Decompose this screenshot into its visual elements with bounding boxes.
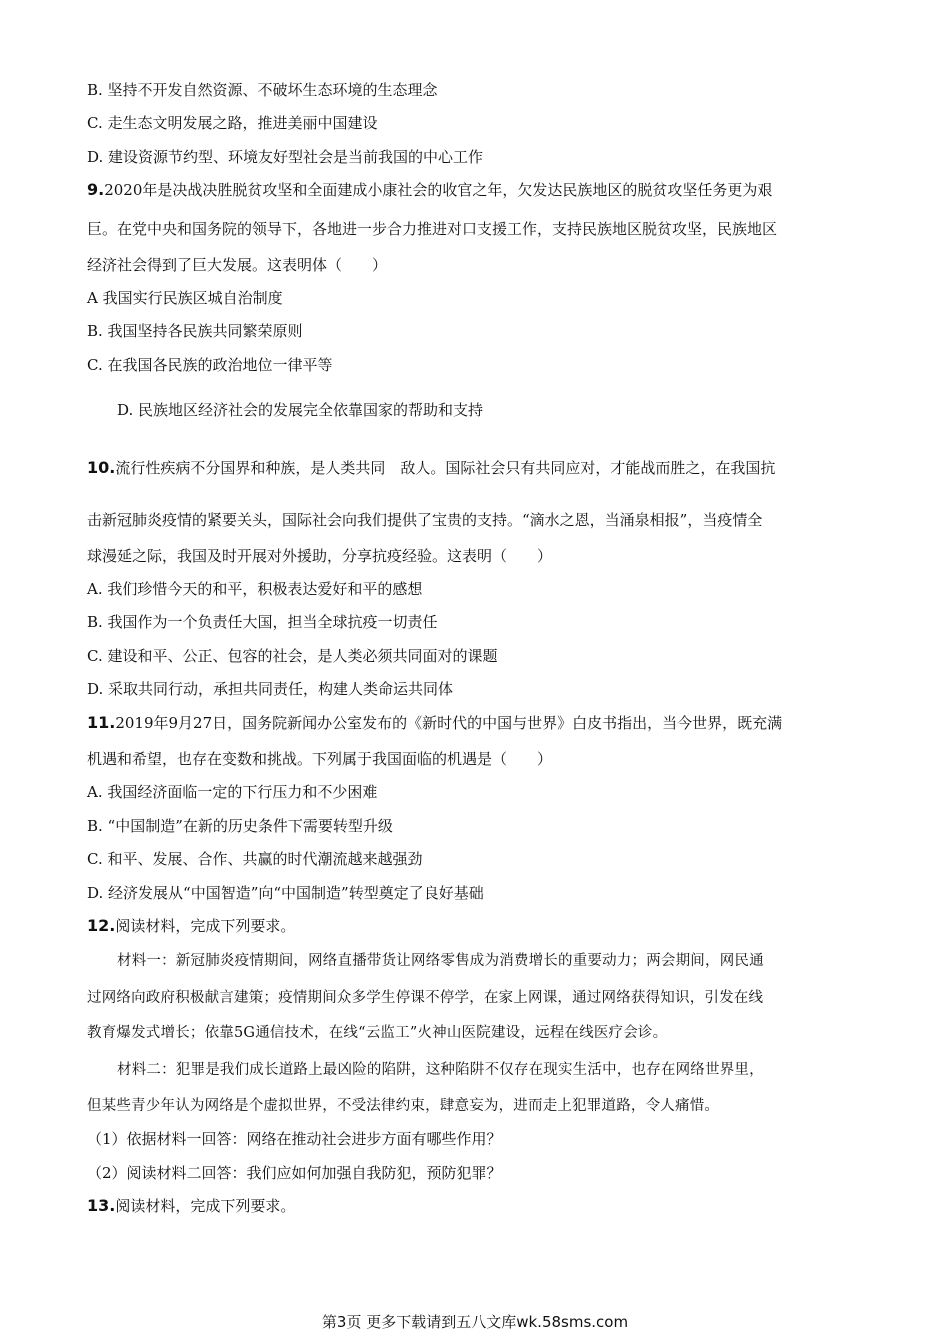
q12-material2-line-2: 但某些青少年认为网络是个虚拟世界，不受法律约束，肆意妄为，进而走上犯罪道路，令人痛惜。 (87, 1098, 720, 1114)
q12-prompt: 阅读材料，完成下列要求。 (115, 917, 296, 935)
q11-option-d: D. 经济发展从“中国智造”向“中国制造”转型奠定了良好基础 (87, 884, 484, 902)
q10-option-c: C. 建设和平、公正、包容的社会，是人类必须共同面对的课题 (87, 647, 498, 665)
page-footer: 第3页 更多下载请到五八文库wk.58sms.com (321, 1313, 629, 1331)
q11-number: 11. (87, 713, 116, 732)
q9-option-c: C. 在我国各民族的政治地位一律平等 (87, 356, 333, 374)
q9-stem-2: 巨。在党中央和国务院的领导下，各地进一步合力推进对口支援工作，支持民族地区脱贫攻坚，民族地区 (87, 220, 778, 238)
q10-line-1 (87, 458, 775, 478)
q12-subquestion-2: （2）阅读材料二回答：我们应如何加强自我防犯，预防犯罪？ (87, 1164, 502, 1182)
q10-option-d: D. 采取共同行动，承担共同责任，构建人类命运共同体 (87, 680, 454, 698)
q11-option-c: C. 和平、发展、合作、共赢的时代潮流越来越强劲 (87, 850, 423, 868)
q13-prompt: 阅读材料，完成下列要求。 (115, 1197, 296, 1215)
q9-stem-3: 经济社会得到了巨大发展。这表明体（ ） (87, 256, 388, 274)
q10-stem-2: 击新冠肺炎疫情的紧要关头，国际社会向我们提供了宝贵的支持。“滴水之恩，当涌泉相报”，当疫情全 (87, 511, 763, 529)
q13-line-1 (87, 1196, 295, 1216)
q8-option-b: B. 坚持不开发自然资源、不破坏生态环境的生态理念 (87, 81, 438, 99)
q13-number: 13. (87, 1196, 116, 1215)
q8-option-c: C. 走生态文明发展之路，推进美丽中国建设 (87, 114, 378, 132)
q11-stem-1: 2019年9月27日，国务院新闻办公室发布的《新时代的中国与世界》白皮书指出，当今世界，既充满 (115, 714, 783, 732)
q12-material1-line-2: 过网络向政府积极献言建策；疫情期间众多学生停课不停学，在家上网课，通过网络获得知识，引发在线 (87, 990, 764, 1006)
q10-stem-1: 流行性疾病不分国界和种族，是人类共同 敌人。国际社会只有共同应对，才能战而胜之，在我国抗 (115, 459, 776, 477)
q12-line-1 (87, 916, 295, 936)
q9-option-d: D. 民族地区经济社会的发展完全依靠国家的帮助和支持 (117, 401, 484, 419)
q10-option-b: B. 我国作为一个负责任大国，担当全球抗疫一切责任 (87, 613, 438, 631)
q11-option-b: B. “中国制造”在新的历史条件下需要转型升级 (87, 817, 393, 835)
q12-number: 12. (87, 916, 116, 935)
q12-material1-line-1: 材料一：新冠肺炎疫情期间，网络直播带货让网络零售成为消费增长的重要动力；两会期间，网民通 (117, 953, 764, 969)
q9-line-1 (87, 180, 772, 200)
q10-number: 10. (87, 458, 116, 477)
q12-material2-line-1: 材料二：犯罪是我们成长道路上最凶险的陷阱，这种陷阱不仅存在现实生活中，也存在网络世界里， (117, 1062, 764, 1078)
q10-stem-3: 球漫延之际，我国及时开展对外援助，分享抗疫经验。这表明（ ） (87, 547, 553, 565)
q12-material1-line-3: 教育爆发式增长；依靠5G通信技术，在线“云监工”火神山医院建设，远程在线医疗会诊。 (87, 1025, 668, 1041)
q11-line-1 (87, 713, 782, 733)
q10-option-a: A. 我们珍惜今天的和平，积极表达爱好和平的感想 (87, 580, 423, 598)
q9-option-a: A 我国实行民族区城自治制度 (87, 289, 283, 307)
q9-stem-1: 2020年是决战决胜脱贫攻坚和全面建成小康社会的收官之年，欠发达民族地区的脱贫攻坚任务更为艰 (104, 181, 773, 199)
q11-option-a: A. 我国经济面临一定的下行压力和不少困难 (87, 783, 378, 801)
q11-stem-2: 机遇和希望，也存在变数和挑战。下列属于我国面临的机遇是（ ） (87, 750, 553, 768)
q12-subquestion-1: （1）依据材料一回答：网络在推动社会进步方面有哪些作用？ (87, 1130, 502, 1148)
q9-number: 9. (87, 180, 105, 199)
q8-option-d: D. 建设资源节约型、环境友好型社会是当前我国的中心工作 (87, 148, 484, 166)
q9-option-b: B. 我国坚持各民族共同繁荣原则 (87, 322, 303, 340)
